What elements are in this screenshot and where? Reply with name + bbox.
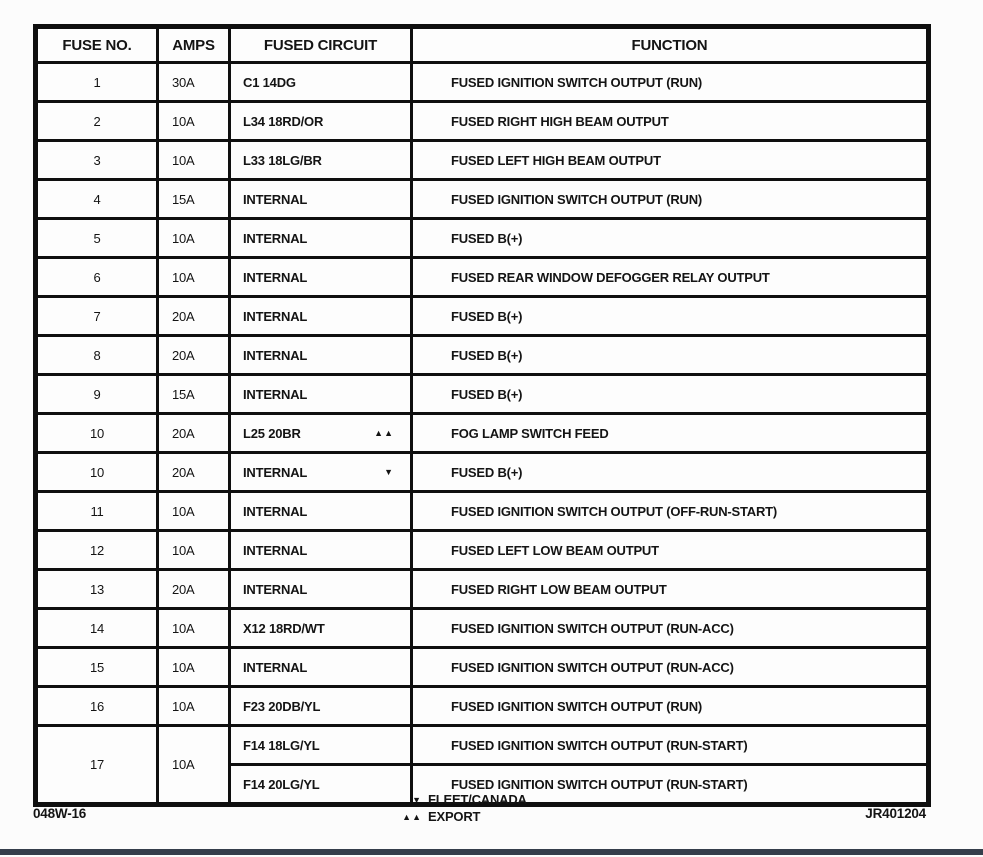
- circuit-label: F23 20DB/YL: [243, 698, 321, 714]
- amps-cell: 10A: [158, 492, 230, 531]
- fused-circuit-cell: [230, 453, 412, 492]
- function-cell: FUSED IGNITION SWITCH OUTPUT (RUN-START): [412, 726, 929, 765]
- table-row: [36, 531, 929, 570]
- table-row: [36, 687, 929, 726]
- fuse-no-cell: 12: [36, 531, 158, 570]
- footnote-marker-icon: ▲▲: [402, 811, 422, 822]
- fused-circuit-cell: [230, 492, 412, 531]
- function-cell: FUSED B(+): [412, 375, 929, 414]
- circuit-label: C1 14DG: [243, 74, 296, 90]
- amps-cell: 30A: [158, 63, 230, 102]
- amps-cell: 20A: [158, 414, 230, 453]
- footnote-line: [396, 791, 527, 808]
- amps-cell: 20A: [158, 336, 230, 375]
- fuse-no-cell: 10: [36, 453, 158, 492]
- fuse-no-cell: 8: [36, 336, 158, 375]
- fused-circuit-cell: [230, 102, 412, 141]
- table-row: [36, 336, 929, 375]
- fuse-table-body: [36, 63, 929, 805]
- function-cell: FUSED IGNITION SWITCH OUTPUT (RUN): [412, 63, 929, 102]
- page-code-right: JR401204: [865, 806, 926, 821]
- function-cell: FUSED LEFT HIGH BEAM OUTPUT: [412, 141, 929, 180]
- function-cell: FUSED B(+): [412, 297, 929, 336]
- amps-cell: 15A: [158, 180, 230, 219]
- fuse-no-cell: 10: [36, 414, 158, 453]
- fused-circuit-cell: [230, 765, 412, 805]
- fuse-no-cell: 11: [36, 492, 158, 531]
- circuit-label: INTERNAL: [243, 230, 308, 246]
- circuit-label: F14 20LG/YL: [243, 776, 320, 792]
- footnote-line: [396, 808, 527, 825]
- circuit-label: INTERNAL: [243, 542, 308, 558]
- amps-cell: 10A: [158, 687, 230, 726]
- fuse-no-cell: 6: [36, 258, 158, 297]
- fused-circuit-cell: [230, 531, 412, 570]
- circuit-label: INTERNAL: [243, 191, 308, 207]
- fused-circuit-cell: [230, 609, 412, 648]
- table-row: [36, 297, 929, 336]
- function-cell: FOG LAMP SWITCH FEED: [412, 414, 929, 453]
- table-row: [36, 453, 929, 492]
- table-row: [36, 63, 929, 102]
- fused-circuit-cell: [230, 375, 412, 414]
- fuse-no-cell: 5: [36, 219, 158, 258]
- header-fuse-no: FUSE NO.: [36, 27, 158, 63]
- amps-cell: 20A: [158, 453, 230, 492]
- function-cell: FUSED B(+): [412, 453, 929, 492]
- circuit-label: INTERNAL: [243, 269, 308, 285]
- header-function: FUNCTION: [412, 27, 929, 63]
- fused-circuit-cell: [230, 141, 412, 180]
- function-cell: FUSED RIGHT LOW BEAM OUTPUT: [412, 570, 929, 609]
- amps-cell: 20A: [158, 297, 230, 336]
- fused-circuit-cell: [230, 648, 412, 687]
- circuit-label: L25 20BR: [243, 425, 301, 441]
- footnote-legend: [396, 791, 527, 825]
- table-row: [36, 726, 929, 765]
- function-cell: FUSED IGNITION SWITCH OUTPUT (RUN-START): [412, 765, 929, 805]
- circuit-label: F14 18LG/YL: [243, 737, 320, 753]
- function-cell: FUSED IGNITION SWITCH OUTPUT (RUN-ACC): [412, 609, 929, 648]
- amps-cell: 10A: [158, 648, 230, 687]
- circuit-label: INTERNAL: [243, 659, 308, 675]
- table-row: [36, 609, 929, 648]
- fuse-no-cell: 7: [36, 297, 158, 336]
- bottom-divider-bar: [0, 849, 983, 855]
- table-row: [36, 219, 929, 258]
- footnote-marker-icon: ▼: [412, 794, 422, 805]
- circuit-label: INTERNAL: [243, 308, 308, 324]
- amps-cell: 10A: [158, 258, 230, 297]
- table-row: [36, 102, 929, 141]
- circuit-label: INTERNAL: [243, 581, 308, 597]
- function-cell: FUSED IGNITION SWITCH OUTPUT (RUN): [412, 180, 929, 219]
- function-cell: FUSED RIGHT HIGH BEAM OUTPUT: [412, 102, 929, 141]
- amps-cell: 10A: [158, 609, 230, 648]
- table-row: [36, 414, 929, 453]
- fused-circuit-cell: [230, 726, 412, 765]
- function-cell: FUSED REAR WINDOW DEFOGGER RELAY OUTPUT: [412, 258, 929, 297]
- fuse-no-cell: 1: [36, 63, 158, 102]
- fused-circuit-cell: [230, 63, 412, 102]
- fused-circuit-cell: [230, 180, 412, 219]
- fused-circuit-cell: [230, 219, 412, 258]
- footnote-marker-icon: ▲▲: [374, 428, 394, 438]
- function-cell: FUSED IGNITION SWITCH OUTPUT (OFF-RUN-START): [412, 492, 929, 531]
- fuse-table: [33, 24, 931, 807]
- footnote-label: EXPORT: [428, 809, 481, 824]
- table-row: [36, 492, 929, 531]
- circuit-label: INTERNAL: [243, 503, 308, 519]
- fused-circuit-cell: [230, 258, 412, 297]
- function-cell: FUSED LEFT LOW BEAM OUTPUT: [412, 531, 929, 570]
- fuse-no-cell: 14: [36, 609, 158, 648]
- fused-circuit-cell: [230, 336, 412, 375]
- circuit-label: INTERNAL: [243, 464, 308, 480]
- function-cell: FUSED IGNITION SWITCH OUTPUT (RUN-ACC): [412, 648, 929, 687]
- amps-cell: 15A: [158, 375, 230, 414]
- fuse-no-cell: 15: [36, 648, 158, 687]
- amps-cell: 10A: [158, 726, 230, 805]
- amps-cell: 10A: [158, 102, 230, 141]
- amps-cell: 10A: [158, 531, 230, 570]
- function-cell: FUSED B(+): [412, 219, 929, 258]
- footnote-marker-icon: ▼: [384, 467, 394, 477]
- table-row: [36, 258, 929, 297]
- fuse-no-cell: 17: [36, 726, 158, 805]
- fuse-no-cell: 2: [36, 102, 158, 141]
- circuit-label: L34 18RD/OR: [243, 113, 324, 129]
- table-header-row: [36, 27, 929, 63]
- amps-cell: 10A: [158, 219, 230, 258]
- table-row: [36, 570, 929, 609]
- fuse-no-cell: 16: [36, 687, 158, 726]
- table-row: [36, 141, 929, 180]
- circuit-label: X12 18RD/WT: [243, 620, 325, 636]
- table-row: [36, 648, 929, 687]
- function-cell: FUSED B(+): [412, 336, 929, 375]
- fused-circuit-cell: [230, 687, 412, 726]
- fused-circuit-cell: [230, 414, 412, 453]
- fuse-no-cell: 4: [36, 180, 158, 219]
- amps-cell: 10A: [158, 141, 230, 180]
- fused-circuit-cell: [230, 297, 412, 336]
- function-cell: FUSED IGNITION SWITCH OUTPUT (RUN): [412, 687, 929, 726]
- fuse-no-cell: 9: [36, 375, 158, 414]
- footnote-label: FLEET/CANADA: [428, 792, 527, 807]
- fuse-no-cell: 3: [36, 141, 158, 180]
- circuit-label: INTERNAL: [243, 386, 308, 402]
- circuit-label: INTERNAL: [243, 347, 308, 363]
- fused-circuit-cell: [230, 570, 412, 609]
- table-row: [36, 375, 929, 414]
- header-amps: AMPS: [158, 27, 230, 63]
- page-code-left: 048W-16: [33, 806, 87, 821]
- amps-cell: 20A: [158, 570, 230, 609]
- table-row: [36, 180, 929, 219]
- header-fused-circuit: FUSED CIRCUIT: [230, 27, 412, 63]
- fuse-no-cell: 13: [36, 570, 158, 609]
- circuit-label: L33 18LG/BR: [243, 152, 322, 168]
